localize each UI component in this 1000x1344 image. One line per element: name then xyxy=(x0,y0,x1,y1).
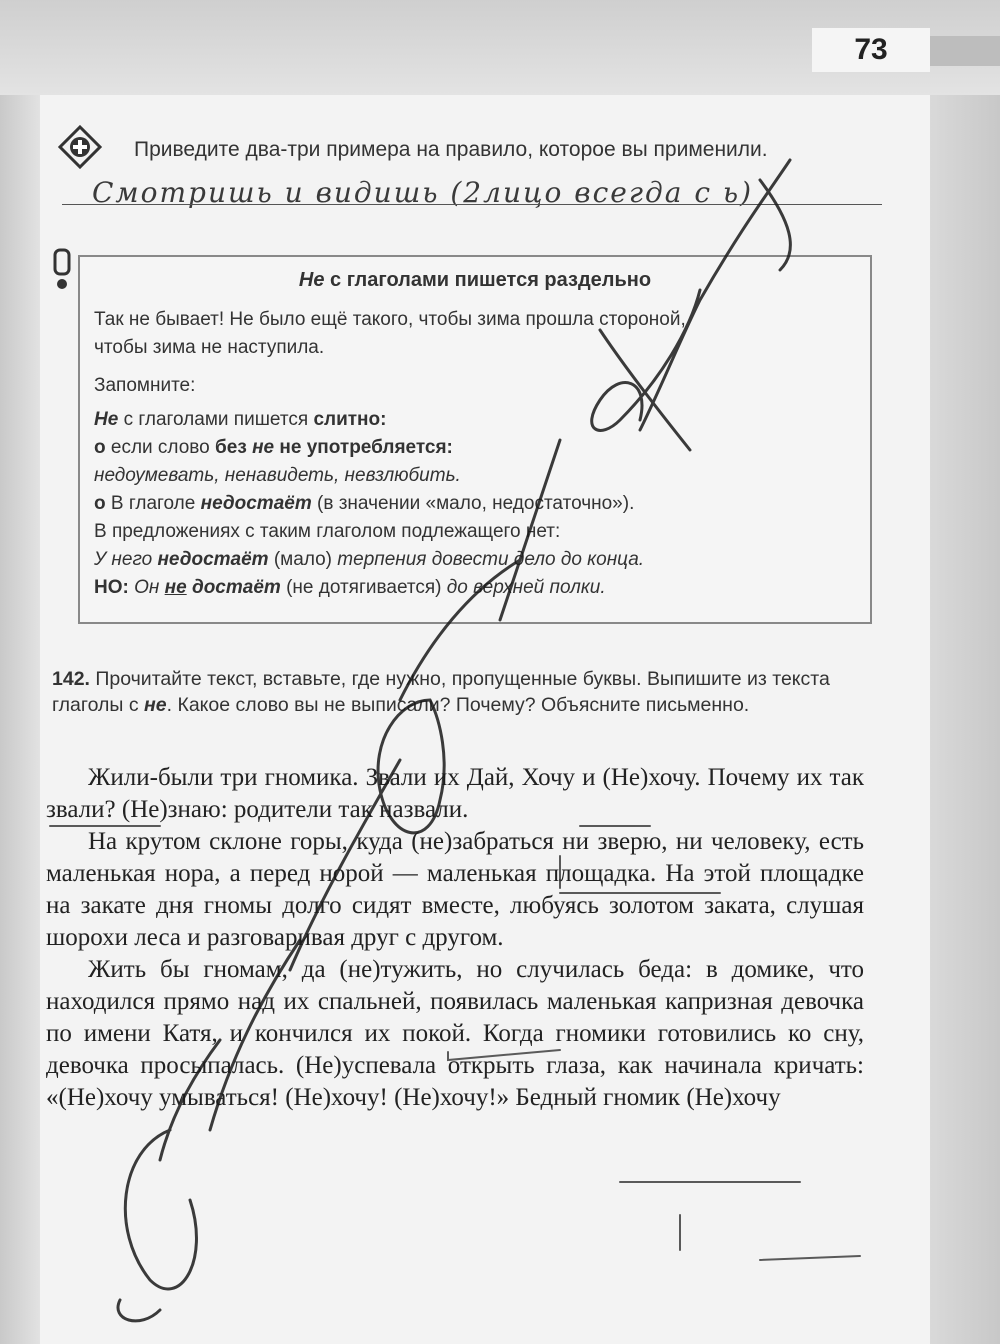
exercise-paragraph-3: Жить бы гномам, да (не)тужить, но случилась беда: в домике, что находился прямо над их спальней, появилась маленькая капризная девочка по имени Катя, и кончился их покой. Когда гномики готовились ко сну, девочка просыпалась. (Не)успевала открыть глаза, как начинала кричать: «(Не)хочу умываться! (Не)хочу! (Не)хочу!» Бедный гномик (Не)хочу xyxy=(46,956,864,1111)
rule-remember: Запомните: xyxy=(94,375,196,396)
exclamation-icon xyxy=(50,248,76,292)
exercise-text xyxy=(46,762,864,1114)
rule-line-1: Не с глаголами пишется слитно: xyxy=(94,409,387,430)
scan-shadow-left xyxy=(0,0,40,1344)
exercise-instruction: 142. Прочитайте текст, вставьте, где нужно, пропущенные буквы. Выпишите из текста глаголы с не. Какое слово вы не выписали? Почему? Объясните письменно. xyxy=(52,668,830,716)
exercise-paragraph-2: На крутом склоне горы, куда (не)забраться ни зверю, ни человеку, есть маленькая нора, а перед норой — маленькая площадка. На этой площадке на закате дня гномы долго сидят вместе, любуясь золотом заката, слушая шорохи леса и разговаривая друг с другом. xyxy=(46,828,864,951)
exercise-paragraph-1: Жили-были три гномика. Звали их Дай, Хочу и (Не)хочу. Почему их так звали? (Не)знаю: родители так назвали. xyxy=(46,764,864,823)
page-number: 73 xyxy=(854,33,888,66)
answer-line xyxy=(62,204,882,205)
rule-title: Не с глаголами пишется раздельно xyxy=(298,269,652,291)
page-gutter xyxy=(930,95,1000,1344)
handwritten-answer: Смотришь и видишь (2лицо всегда с ь) xyxy=(92,176,754,209)
rule-example-2: чтобы зима не наступила. xyxy=(94,337,325,358)
rule-line-7: НО: Он не достаёт (не дотягивается) до верхней полки. xyxy=(94,577,606,598)
page-number-bar xyxy=(930,36,1000,66)
rule-line-4: o В глаголе недостаёт (в значении «мало, недостаточно»). xyxy=(94,493,635,514)
rule-line-6: У него недостаёт (мало) терпения довести дело до конца. xyxy=(94,549,645,570)
rule-line-2: o если слово без не не употребляется: xyxy=(94,437,453,458)
task-prompt: Приведите два-три примера на правило, которое вы применили. xyxy=(134,138,768,161)
rule-line-5: В предложениях с таким глаголом подлежащего нет: xyxy=(94,521,561,542)
rule-line-3: недоумевать, ненавидеть, невзлюбить. xyxy=(94,465,461,486)
plus-diamond-icon xyxy=(58,125,102,169)
rule-box xyxy=(78,255,872,624)
rule-example-1: Так не бывает! Не было ещё такого, чтобы зима прошла стороной, xyxy=(94,309,686,330)
